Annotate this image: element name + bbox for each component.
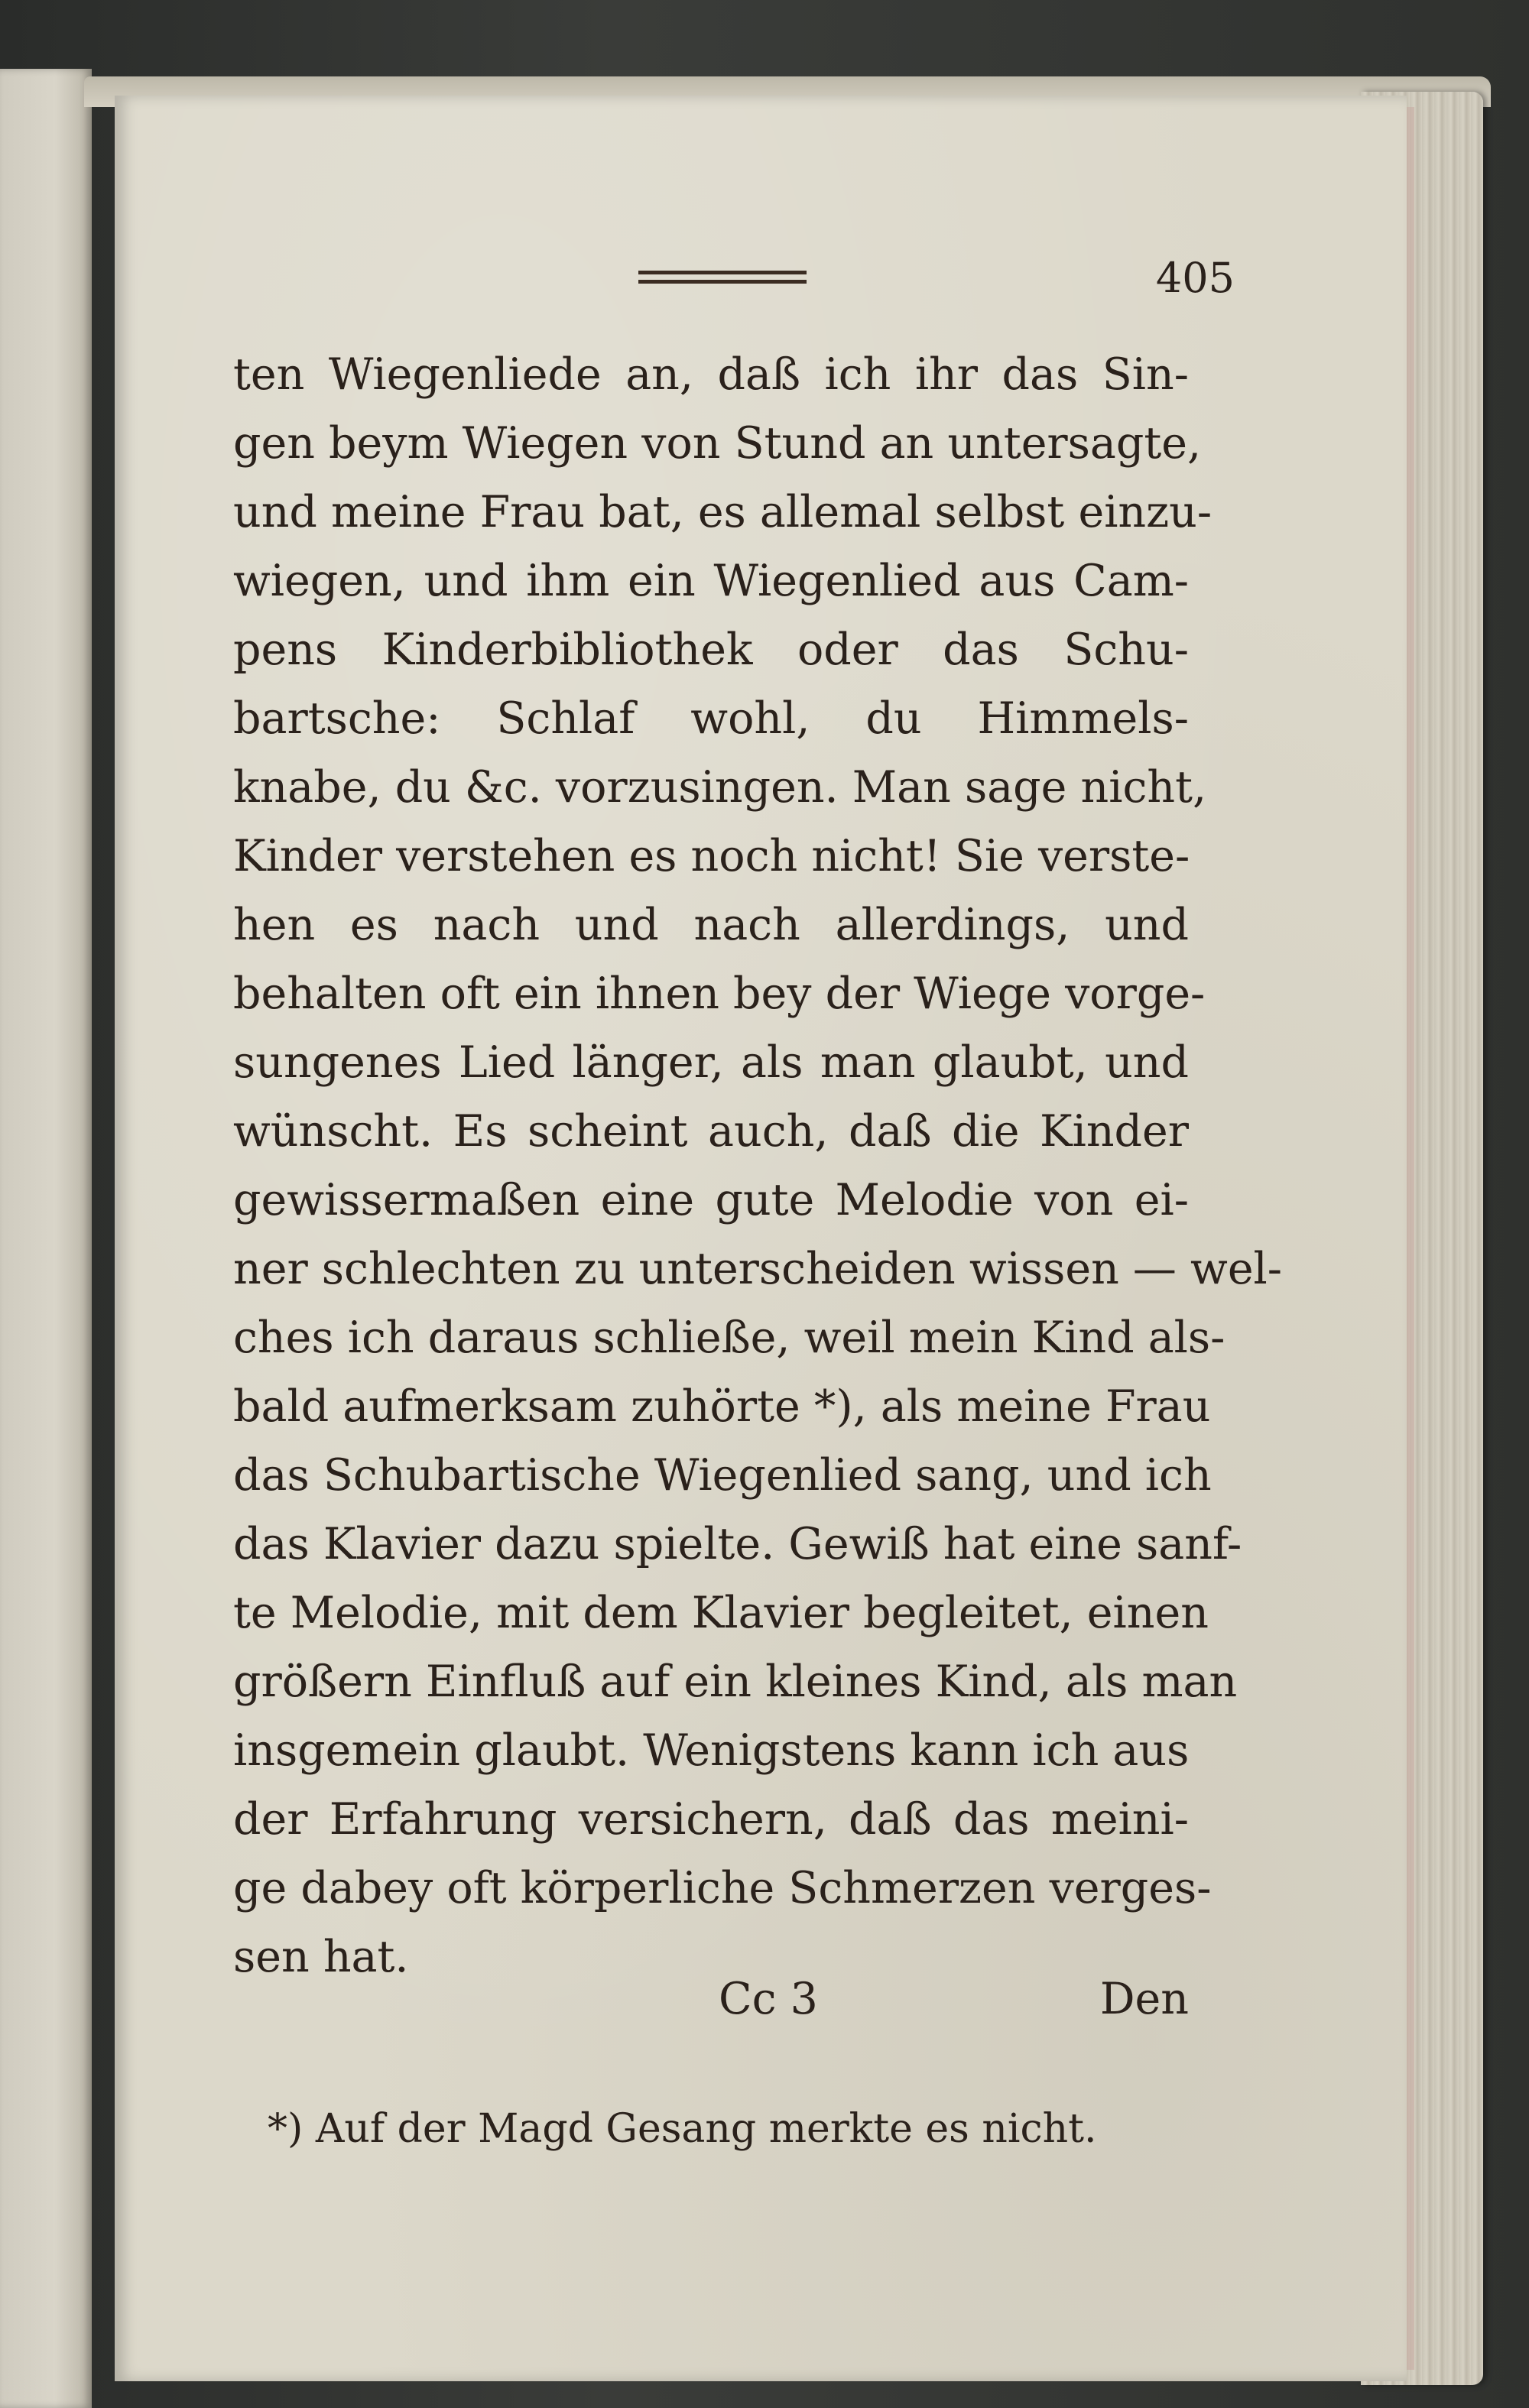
- text-line: sungenes Lied länger, als man glaubt, und: [233, 1037, 1189, 1088]
- header-rule-bottom: [638, 280, 807, 284]
- text-line: te Melodie, mit dem Klavier begleitet, einen: [233, 1588, 1209, 1638]
- body-text: [233, 340, 1283, 1991]
- text-line: ten Wiegenliede an, daß ich ihr das Sin-: [233, 349, 1189, 400]
- signature-row: [233, 1965, 1189, 2033]
- text-line: wiegen, und ihm ein Wiegenlied aus Cam-: [233, 556, 1189, 606]
- signature-mark: Cc 3: [719, 1974, 818, 2024]
- text-line: Kinder verstehen es noch nicht! Sie verste-: [233, 831, 1190, 881]
- text-line: das Klavier dazu spielte. Gewiß hat eine sanf-: [233, 1519, 1242, 1569]
- text-line: ge dabey oft körperliche Schmerzen verges-: [233, 1863, 1212, 1913]
- text-line: sen hat.: [233, 1932, 409, 1982]
- text-line: pens Kinderbibliothek oder das Schu-: [233, 625, 1189, 675]
- text-line: bartsche: Schlaf wohl, du Himmels-: [233, 693, 1189, 744]
- text-line: ner schlechten zu unterscheiden wissen — wel-: [233, 1244, 1283, 1294]
- page-number: 405: [1155, 254, 1235, 302]
- text-line: ches ich daraus schließe, weil mein Kind als-: [233, 1313, 1225, 1363]
- text-line: und meine Frau bat, es allemal selbst einzu-: [233, 487, 1212, 537]
- text-line: das Schubartische Wiegenlied sang, und ich: [233, 1450, 1212, 1501]
- text-line: bald aufmerksam zuhörte *), als meine Frau: [233, 1381, 1211, 1432]
- text-line: wünscht. Es scheint auch, daß die Kinder: [233, 1106, 1189, 1157]
- text-line: hen es nach und nach allerdings, und: [233, 900, 1189, 950]
- text-line: gen beym Wiegen von Stund an untersagte,: [233, 418, 1202, 469]
- text-line: behalten oft ein ihnen bey der Wiege vorge-: [233, 969, 1206, 1019]
- text-line: der Erfahrung versichern, daß das meini-: [233, 1794, 1189, 1845]
- text-line: knabe, du &c. vorzusingen. Man sage nicht,: [233, 762, 1207, 813]
- header-rule-top: [638, 271, 807, 274]
- page-rim-stain: [1407, 107, 1414, 2370]
- footnote: *) Auf der Magd Gesang merkte es nicht.: [268, 2106, 1097, 2152]
- text-line: gewissermaßen eine gute Melodie von ei-: [233, 1175, 1189, 1225]
- catchword: Den: [1099, 1974, 1189, 2024]
- text-line: insgemein glaubt. Wenigstens kann ich aus: [233, 1725, 1190, 1776]
- text-line: größern Einfluß auf ein kleines Kind, als man: [233, 1657, 1238, 1707]
- facing-page-edge: [0, 69, 92, 2408]
